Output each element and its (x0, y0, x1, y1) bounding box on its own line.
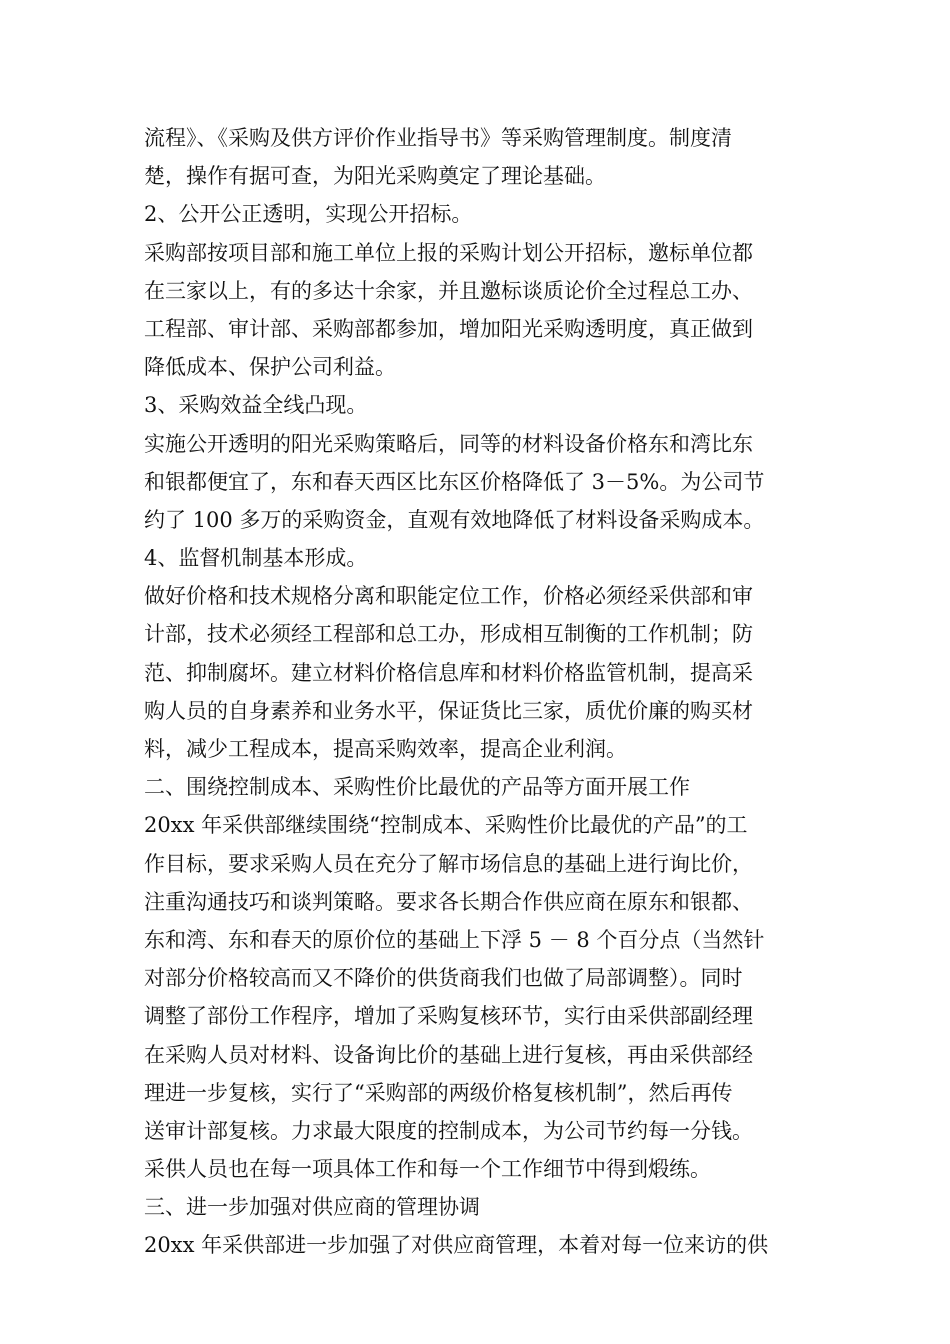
section-heading: 3、采购效益全线凸现。 (144, 393, 368, 418)
text-line: 计部，技术必须经工程部和总工办，形成相互制衡的工作机制；防 (144, 622, 753, 647)
text-line: 范、抑制腐坏。建立材料价格信息库和材料价格监管机制，提高采 (144, 660, 753, 685)
text-line: 理进一步复核，实行了“采购部的两级价格复核机制”，然后再传 (144, 1080, 733, 1105)
text-line: 做好价格和技术规格分离和职能定位工作，价格必须经采供部和审 (144, 584, 753, 609)
text-line: 约了 100 多万的采购资金，直观有效地降低了材料设备采购成本。 (144, 507, 765, 532)
text-line: 采供人员也在每一项具体工作和每一个工作细节中得到煅练。 (144, 1157, 711, 1182)
text-line: 流程》、《采购及供方评价作业指导书》等采购管理制度。制度清 (144, 126, 732, 150)
text-line: 楚，操作有据可查，为阳光采购奠定了理论基础。 (144, 164, 606, 189)
section-heading: 三、进一步加强对供应商的管理协调 (144, 1195, 480, 1220)
section-heading: 4、监督机制基本形成。 (144, 546, 368, 571)
text-line: 和银都便宜了，东和春天西区比东区价格降低了 3－5%。为公司节 (144, 469, 765, 494)
text-line: 送审计部复核。力求最大限度的控制成本，为公司节约每一分钱。 (144, 1118, 753, 1143)
text-line: 20xx 年采供部进一步加强了对供应商管理，本着对每一位来访的供 (144, 1233, 769, 1258)
text-line: 采购部按项目部和施工单位上报的采购计划公开招标，邀标单位都 (144, 240, 753, 265)
document-body (144, 119, 814, 1265)
text-line: 对部分价格较高而又不降价的供货商我们也做了局部调整）。同时 (144, 966, 743, 991)
text-line: 在采购人员对材料、设备询比价的基础上进行复核，再由采供部经 (144, 1042, 753, 1067)
text-line: 20xx 年采供部继续围绕“控制成本、采购性价比最优的产品”的工 (144, 813, 748, 838)
text-line: 降低成本、保护公司利益。 (144, 355, 396, 380)
text-line: 购人员的自身素养和业务水平，保证货比三家，质优价廉的购买材 (144, 698, 753, 723)
text-line: 在三家以上，有的多达十余家，并且邀标谈质论价全过程总工办、 (144, 278, 753, 303)
text-line: 注重沟通技巧和谈判策略。要求各长期合作供应商在原东和银都、 (144, 889, 753, 914)
text-line: 工程部、审计部、采购部都参加，增加阳光采购透明度，真正做到 (144, 316, 753, 341)
text-line: 东和湾、东和春天的原价位的基础上下浮 5 － 8 个百分点（当然针 (144, 927, 765, 952)
section-heading: 二、围绕控制成本、采购性价比最优的产品等方面开展工作 (144, 775, 690, 800)
text-line: 料，减少工程成本，提高采购效率，提高企业利润。 (144, 737, 627, 761)
text-line: 调整了部份工作程序，增加了采购复核环节，实行由采供部副经理 (144, 1004, 753, 1029)
text-line: 实施公开透明的阳光采购策略后，同等的材料设备价格东和湾比东 (144, 431, 753, 456)
text-line: 作目标，要求采购人员在充分了解市场信息的基础上进行询比价， (144, 851, 753, 876)
section-heading: 2、公开公正透明，实现公开招标。 (144, 202, 473, 227)
